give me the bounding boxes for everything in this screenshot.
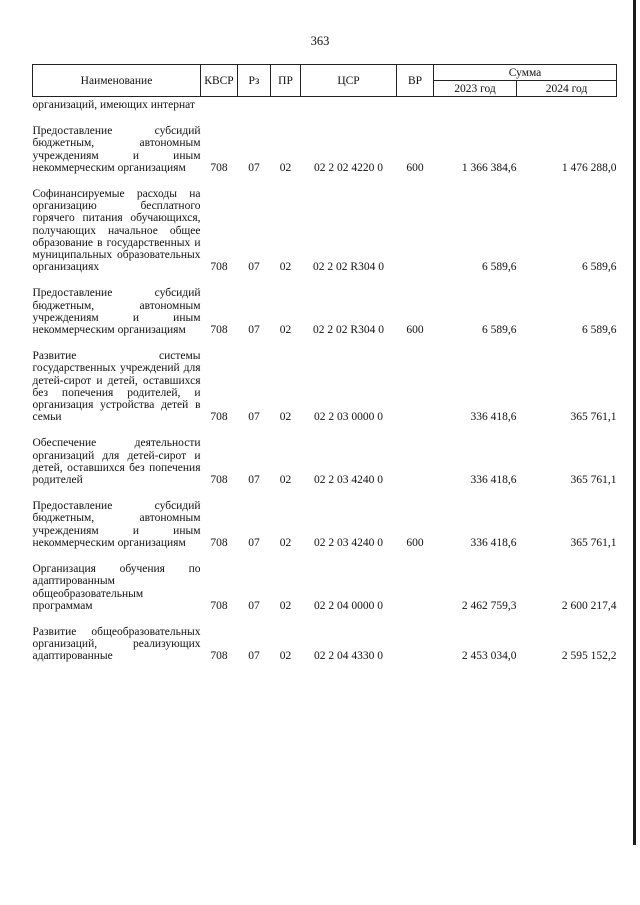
row-spacer-cell xyxy=(33,612,617,624)
cell-vr xyxy=(397,186,434,273)
cell-rz: 07 xyxy=(248,650,260,663)
table-row xyxy=(33,285,617,336)
cell-name: Предоставление субсидий бюджетным, автономным учреждениям и иным некоммерческим организациям xyxy=(32,125,201,174)
cell-amount-2023 xyxy=(434,97,517,112)
page-number: 363 xyxy=(310,34,330,48)
cell-amount-2023: 336 418,6 xyxy=(470,474,517,487)
cell-vr: 600 xyxy=(406,161,424,174)
cell-pr: 02 xyxy=(279,474,292,487)
cell-amount-2024: 6 589,6 xyxy=(582,324,617,337)
cell-kvsr: 708 xyxy=(210,536,228,549)
cell-amount-2023: 6 589,6 xyxy=(482,261,517,274)
scan-edge-line xyxy=(633,0,636,845)
cell-amount-2024: 365 761,1 xyxy=(570,411,617,424)
cell-pr: 02 xyxy=(279,650,292,663)
cell-vr xyxy=(397,348,434,423)
cell-vr xyxy=(397,561,434,612)
table-row xyxy=(33,97,617,112)
row-spacer xyxy=(33,549,617,561)
header-pr: ПР xyxy=(271,65,301,97)
cell-kvsr: 708 xyxy=(210,261,228,274)
cell-pr: 02 xyxy=(279,599,292,612)
cell-amount-2023: 6 589,6 xyxy=(482,324,517,337)
cell-vr xyxy=(397,97,434,112)
cell-csr: 02 2 04 0000 0 xyxy=(314,599,383,612)
cell-csr: 02 2 03 4240 0 xyxy=(314,536,383,549)
cell-amount-2024: 365 761,1 xyxy=(570,536,617,549)
header-kvsr: КВСР xyxy=(201,65,238,97)
cell-rz: 07 xyxy=(248,599,260,612)
table-row xyxy=(33,123,617,174)
row-spacer-cell xyxy=(33,336,617,348)
header-csr: ЦСР xyxy=(301,65,397,97)
cell-amount-2023: 2 453 034,0 xyxy=(461,650,517,663)
cell-amount-2024 xyxy=(517,97,617,112)
cell-name: Обеспечение деятельности организаций для детей-сирот и детей, оставшихся без попечения родителей xyxy=(32,437,201,487)
cell-csr: 02 2 02 4220 0 xyxy=(314,161,383,174)
table-row xyxy=(33,348,617,423)
cell-amount-2023: 1 366 384,6 xyxy=(461,161,517,174)
cell-kvsr: 708 xyxy=(210,474,228,487)
row-spacer xyxy=(33,612,617,624)
cell-kvsr: 708 xyxy=(210,650,228,663)
cell-csr xyxy=(301,97,397,112)
row-spacer xyxy=(33,111,617,123)
cell-pr xyxy=(271,97,301,112)
cell-kvsr: 708 xyxy=(210,411,228,424)
table-row xyxy=(33,498,617,549)
cell-csr: 02 2 02 R304 0 xyxy=(313,261,384,274)
cell-pr: 02 xyxy=(279,411,292,424)
cell-kvsr xyxy=(201,97,238,112)
header-name: Наименование xyxy=(33,65,201,97)
cell-name: Софинансируемые расходы на организацию бесплатного горячего питания обучающихся, получающих начальное общее образование в государственных и муниципальных образовательных организациях xyxy=(32,188,201,274)
cell-pr: 02 xyxy=(279,261,292,274)
cell-name: Предоставление субсидий бюджетным, автономным учреждениям и иным некоммерческим организациям xyxy=(32,500,201,549)
cell-amount-2024: 2 595 152,2 xyxy=(561,650,617,663)
cell-csr: 02 2 04 4330 0 xyxy=(314,650,383,663)
cell-csr: 02 2 03 0000 0 xyxy=(314,411,383,424)
cell-rz: 07 xyxy=(248,324,260,337)
row-spacer xyxy=(33,336,617,348)
cell-rz: 07 xyxy=(248,411,260,424)
cell-vr xyxy=(397,435,434,486)
cell-pr: 02 xyxy=(279,536,292,549)
cell-pr: 02 xyxy=(279,161,292,174)
cell-name: Развитие системы государственных учреждений для детей-сирот и детей, оставшихся без попечения родителей, и организация устройства детей в семьи xyxy=(32,350,201,424)
table-row xyxy=(33,561,617,612)
cell-name: Предоставление субсидий бюджетным, автономным учреждениям и иным некоммерческим организациям xyxy=(32,287,201,337)
table-row xyxy=(33,624,617,663)
cell-amount-2024: 365 761,1 xyxy=(570,474,617,487)
cell-vr xyxy=(397,624,434,663)
row-spacer xyxy=(33,273,617,285)
header-vr: ВР xyxy=(397,65,434,97)
cell-name: Организация обучения по адаптированным общеобразовательным программам xyxy=(32,563,201,612)
cell-csr: 02 2 03 4240 0 xyxy=(314,474,383,487)
row-spacer-cell xyxy=(33,423,617,435)
cell-amount-2024: 6 589,6 xyxy=(582,261,617,274)
cell-rz: 07 xyxy=(248,261,260,274)
cell-pr: 02 xyxy=(279,324,292,337)
cell-amount-2024: 1 476 288,0 xyxy=(561,161,617,174)
cell-kvsr: 708 xyxy=(210,161,228,174)
header-year-2023: 2023 год xyxy=(434,81,517,97)
cell-csr: 02 2 02 R304 0 xyxy=(313,324,384,337)
row-spacer-cell xyxy=(33,174,617,186)
cell-name: организаций, имеющих интернат xyxy=(32,99,195,111)
header-year-2024: 2024 год xyxy=(517,81,617,97)
row-spacer xyxy=(33,423,617,435)
cell-rz xyxy=(238,97,271,112)
row-spacer-cell xyxy=(33,486,617,498)
cell-kvsr: 708 xyxy=(210,599,228,612)
cell-amount-2023: 336 418,6 xyxy=(470,411,517,424)
row-spacer xyxy=(33,486,617,498)
row-spacer-cell xyxy=(33,111,617,123)
header-rz: Рз xyxy=(238,65,271,97)
cell-vr: 600 xyxy=(406,324,424,337)
row-spacer-cell xyxy=(33,549,617,561)
table-body xyxy=(33,97,617,663)
budget-table xyxy=(32,64,617,663)
row-spacer xyxy=(33,174,617,186)
cell-rz: 07 xyxy=(248,161,260,174)
cell-kvsr: 708 xyxy=(210,324,228,337)
cell-vr: 600 xyxy=(406,536,424,549)
table-row xyxy=(33,435,617,486)
row-spacer-cell xyxy=(33,273,617,285)
cell-name: Развитие общеобразовательных организаций, реализующих адаптированные xyxy=(32,625,201,663)
cell-amount-2023: 2 462 759,3 xyxy=(461,599,517,612)
cell-rz: 07 xyxy=(248,474,260,487)
cell-amount-2023: 336 418,6 xyxy=(470,536,517,549)
cell-rz: 07 xyxy=(248,536,260,549)
cell-amount-2024: 2 600 217,4 xyxy=(561,599,617,612)
header-sum: Сумма xyxy=(434,65,617,81)
table-row xyxy=(33,186,617,273)
